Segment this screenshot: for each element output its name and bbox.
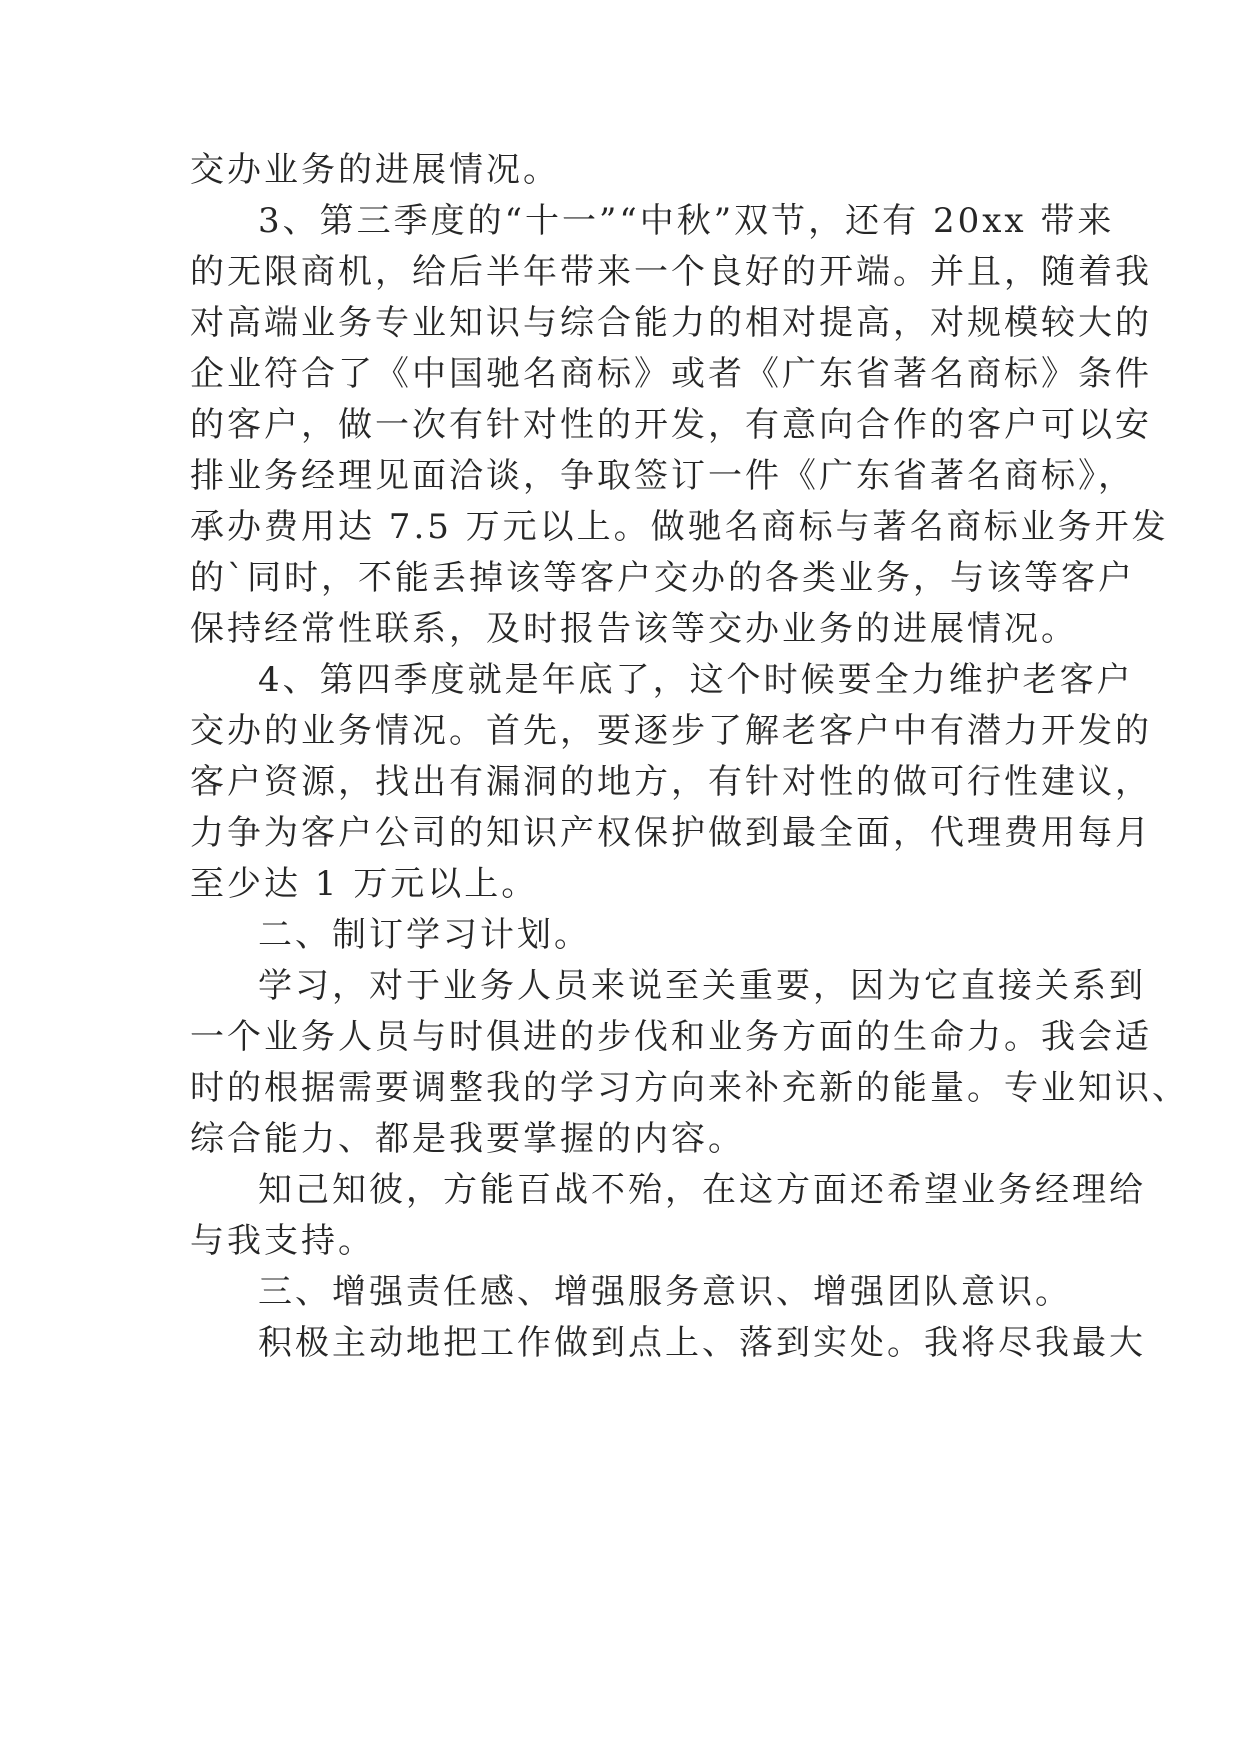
paragraph-q3-start: 3、第三季度的“十一”“中秋”双节，还有 20xx 带来	[258, 201, 1115, 241]
text-line: 的`同时，不能丢掉该等客户交办的各类业务，与该等客户	[190, 558, 1135, 598]
text-line: 时的根据需要调整我的学习方向来补充新的能量。专业知识、	[190, 1068, 1189, 1108]
paragraph-q4-start: 4、第四季度就是年底了，这个时候要全力维护老客户	[258, 660, 1134, 700]
text-line: 对高端业务专业知识与综合能力的相对提高，对规模较大的	[190, 303, 1152, 343]
paragraph-responsibility-start: 积极主动地把工作做到点上、落到实处。我将尽我最大	[258, 1323, 1146, 1363]
text-line: 力争为客户公司的知识产权保护做到最全面，代理费用每月	[190, 813, 1152, 853]
text-line: 交办业务的进展情况。	[190, 150, 560, 190]
text-line: 一个业务人员与时俱进的步伐和业务方面的生命力。我会适	[190, 1017, 1152, 1057]
paragraph-support-start: 知己知彼，方能百战不殆，在这方面还希望业务经理给	[258, 1170, 1146, 1210]
section-heading-study-plan: 二、制订学习计划。	[258, 915, 591, 955]
text-line: 客户资源，找出有漏洞的地方，有针对性的做可行性建议，	[190, 762, 1152, 802]
text-line: 的客户，做一次有针对性的开发，有意向合作的客户可以安	[190, 405, 1152, 445]
text-line: 至少达 1 万元以上。	[190, 864, 539, 904]
text-line: 保持经常性联系，及时报告该等交办业务的进展情况。	[190, 609, 1078, 649]
text-line: 的无限商机，给后半年带来一个良好的开端。并且，随着我	[190, 252, 1152, 292]
text-line: 交办的业务情况。首先，要逐步了解老客户中有潜力开发的	[190, 711, 1152, 751]
text-line: 承办费用达 7.5 万元以上。做驰名商标与著名商标业务开发	[190, 507, 1169, 547]
text-line: 综合能力、都是我要掌握的内容。	[190, 1119, 745, 1159]
section-heading-responsibility: 三、增强责任感、增强服务意识、增强团队意识。	[258, 1272, 1072, 1312]
text-line: 企业符合了《中国驰名商标》或者《广东省著名商标》条件	[190, 354, 1152, 394]
text-line: 与我支持。	[190, 1221, 375, 1261]
text-line: 排业务经理见面洽谈，争取签订一件《广东省著名商标》，	[190, 456, 1135, 496]
paragraph-study-start: 学习，对于业务人员来说至关重要，因为它直接关系到	[258, 966, 1146, 1006]
